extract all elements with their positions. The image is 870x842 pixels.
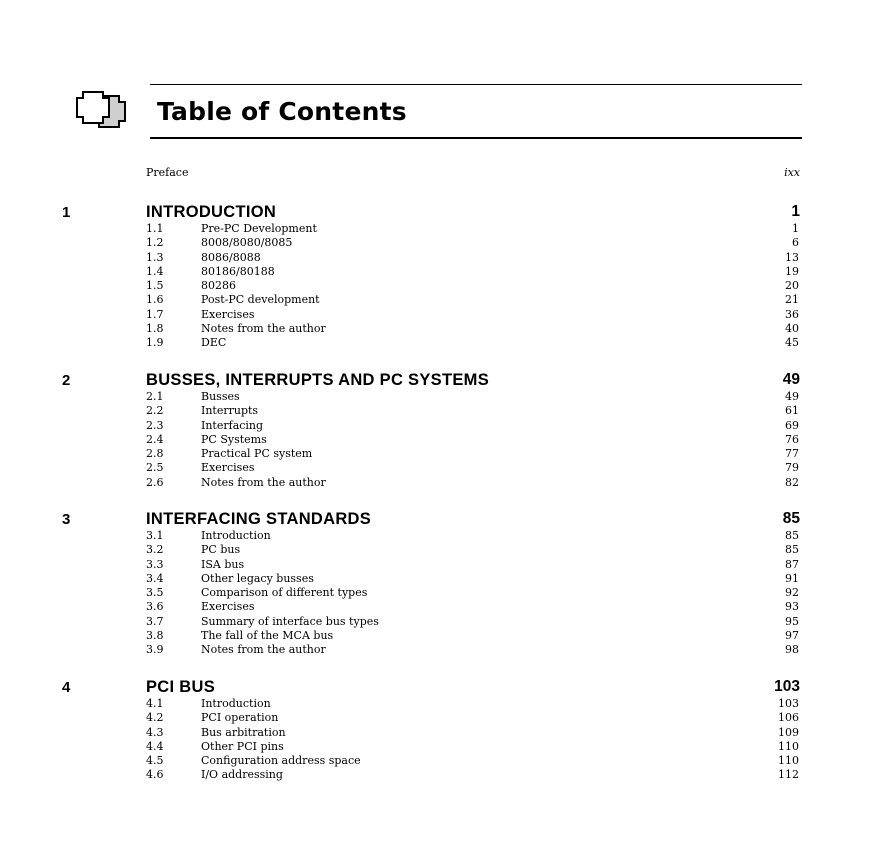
section-number: 3.9 [146,643,164,657]
section-title: Exercises [201,307,255,321]
section-entry[interactable] [0,740,870,754]
title-bottom-rule [150,137,802,139]
section-number: 4.3 [146,725,164,739]
section-number: 1.2 [146,236,164,250]
section-number: 1.5 [146,279,164,293]
section-number: 3.7 [146,614,164,628]
section-page: 61 [785,404,799,418]
section-page: 19 [785,264,799,278]
section-number: 1.9 [146,336,164,350]
section-entry[interactable] [0,754,870,768]
section-number: 1.3 [146,250,164,264]
section-page: 85 [785,529,799,542]
chapter-title: PCI BUS [146,678,216,696]
section-title: Notes from the author [201,643,326,657]
section-title: Busses [201,390,240,403]
section-entry[interactable] [0,543,870,557]
section-entry[interactable] [0,629,870,643]
chapter-section [0,372,870,490]
section-title: I/O addressing [201,768,283,782]
section-page: 85 [785,543,799,557]
section-number: 3.4 [146,571,164,585]
page-title: Table of Contents [157,97,407,126]
section-page: 45 [785,336,799,350]
section-page: 76 [785,432,799,446]
section-page: 106 [778,711,799,725]
section-number: 2.1 [146,390,164,403]
chapter-heading[interactable] [0,679,870,697]
section-number: 3.1 [146,529,164,542]
section-entry[interactable] [0,600,870,614]
chapter-heading[interactable] [0,511,870,529]
section-page: 82 [785,475,799,489]
section-title: Exercises [201,461,255,475]
section-entry[interactable] [0,279,870,293]
section-number: 2.6 [146,475,164,489]
chapter-number: 4 [62,679,71,696]
section-page: 21 [785,293,799,307]
section-page: 1 [792,222,799,235]
section-page: 98 [785,643,799,657]
section-entry[interactable] [0,404,870,418]
section-page: 40 [785,322,799,336]
section-entry[interactable] [0,586,870,600]
section-title: Comparison of different types [201,586,368,600]
section-entry[interactable] [0,461,870,475]
title-top-rule [150,84,802,85]
section-title: Notes from the author [201,475,326,489]
section-title: Other PCI pins [201,739,284,753]
chapter-title: INTERFACING STANDARDS [146,510,372,528]
section-page: 109 [778,725,799,739]
section-page: 77 [785,447,799,461]
section-number: 3.3 [146,557,164,571]
section-number: 1.4 [146,264,164,278]
section-number: 2.5 [146,461,164,475]
section-number: 3.6 [146,600,164,614]
section-entry[interactable] [0,433,870,447]
section-page: 103 [778,697,799,710]
section-page: 91 [785,571,799,585]
section-entry[interactable] [0,643,870,657]
section-entry[interactable] [0,390,870,404]
section-entry[interactable] [0,308,870,322]
chapter-heading[interactable] [0,204,870,222]
chapter-section [0,204,870,351]
section-title: PC Systems [201,432,267,446]
preface-page: ixx [784,166,800,179]
section-entry[interactable] [0,447,870,461]
section-entry[interactable] [0,529,870,543]
chapter-section [0,511,870,658]
section-title: PCI operation [201,711,279,725]
chapter-heading[interactable] [0,372,870,390]
section-number: 2.2 [146,404,164,418]
section-entry[interactable] [0,697,870,711]
section-entry[interactable] [0,265,870,279]
chapter-title: INTRODUCTION [146,203,277,221]
section-entry[interactable] [0,572,870,586]
chapter-page: 103 [774,678,800,695]
section-page: 13 [785,250,799,264]
section-list [0,529,870,658]
section-page: 79 [785,461,799,475]
section-entry[interactable] [0,236,870,250]
section-page: 49 [785,390,799,403]
chapter-page: 1 [791,203,800,220]
section-number: 3.5 [146,586,164,600]
section-page: 110 [778,754,799,768]
section-number: 2.8 [146,447,164,461]
section-title: Post-PC development [201,293,320,307]
section-title: Configuration address space [201,754,361,768]
preface-label: Preface [146,166,189,179]
section-page: 112 [778,768,799,782]
section-entry[interactable] [0,251,870,265]
section-list [0,222,870,351]
section-number: 4.5 [146,754,164,768]
section-title: Introduction [201,529,271,542]
section-title: DEC [201,336,227,350]
section-title: PC bus [201,543,241,557]
section-page: 87 [785,557,799,571]
section-number: 3.2 [146,543,164,557]
chapter-page: 49 [782,371,800,388]
section-title: 8086/8088 [201,250,261,264]
section-page: 92 [785,586,799,600]
section-title: Other legacy busses [201,571,314,585]
section-number: 1.8 [146,322,164,336]
section-list [0,697,870,783]
section-entry[interactable] [0,711,870,725]
section-entry[interactable] [0,615,870,629]
book-logo-icon [70,88,134,130]
section-number: 3.8 [146,629,164,643]
section-number: 1.6 [146,293,164,307]
section-entry[interactable] [0,293,870,307]
section-title: Practical PC system [201,447,313,461]
section-title: Bus arbitration [201,725,286,739]
section-page: 36 [785,307,799,321]
section-entry[interactable] [0,768,870,782]
section-title: Exercises [201,600,255,614]
section-number: 2.4 [146,432,164,446]
section-entry[interactable] [0,726,870,740]
section-entry[interactable] [0,419,870,433]
chapter-number: 3 [62,511,71,528]
section-page: 6 [792,236,799,250]
section-title: ISA bus [201,557,245,571]
chapter-number: 1 [62,204,71,221]
section-entry[interactable] [0,558,870,572]
section-title: 8008/8080/8085 [201,236,293,250]
section-title: Notes from the author [201,322,326,336]
section-entry[interactable] [0,476,870,490]
section-page: 95 [785,614,799,628]
section-title: The fall of the MCA bus [201,629,334,643]
section-number: 4.6 [146,768,164,782]
section-title: 80286 [201,279,236,293]
section-page: 69 [785,418,799,432]
chapter-page: 85 [782,510,800,527]
section-number: 2.3 [146,418,164,432]
section-title: 80186/80188 [201,264,275,278]
chapter-number: 2 [62,372,71,389]
section-page: 20 [785,279,799,293]
section-entry[interactable] [0,222,870,236]
chapter-section [0,679,870,783]
section-number: 4.4 [146,739,164,753]
section-page: 93 [785,600,799,614]
section-title: Pre-PC Development [201,222,317,235]
section-title: Summary of interface bus types [201,614,379,628]
section-title: Introduction [201,697,271,710]
section-entry[interactable] [0,336,870,350]
section-entry[interactable] [0,322,870,336]
section-page: 110 [778,739,799,753]
section-title: Interrupts [201,404,259,418]
section-page: 97 [785,629,799,643]
section-number: 4.2 [146,711,164,725]
section-title: Interfacing [201,418,264,432]
section-number: 1.7 [146,307,164,321]
section-number: 1.1 [146,222,164,235]
chapter-title: BUSSES, INTERRUPTS AND PC SYSTEMS [146,371,490,389]
preface-entry[interactable] [146,166,800,182]
section-list [0,390,870,490]
section-number: 4.1 [146,697,164,710]
